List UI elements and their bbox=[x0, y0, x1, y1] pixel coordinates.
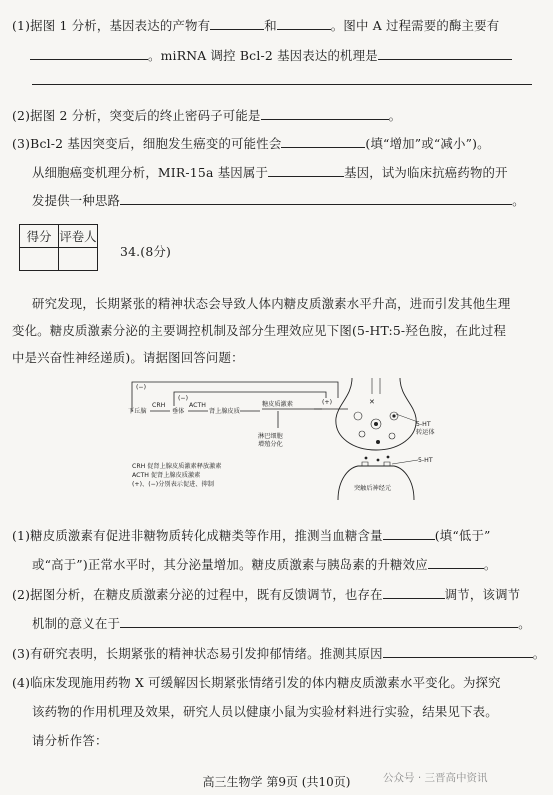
plus-label: (+) bbox=[322, 399, 333, 406]
q34-part4-line2: 该药物的作用机理及效果，研究人员以健康小鼠为实验材料进行实验，结果见下表。 bbox=[32, 704, 498, 719]
5ht-transporter-label-2: 转运体 bbox=[416, 429, 435, 436]
q34-answer-blank[interactable] bbox=[383, 527, 435, 540]
q34-intro-line2: 变化。糖皮质激素分泌的主要调控机制及部分生理效应见下图(5-HT:5-羟色胺，在此过程 bbox=[12, 323, 507, 338]
q34-part1-line1 bbox=[12, 526, 491, 544]
q33-part1-and: 和 bbox=[264, 18, 277, 33]
grader-box[interactable] bbox=[59, 248, 98, 271]
score-label: 得分 bbox=[20, 225, 59, 248]
q33-part1-text-b: 。图中 A 过程需要的酶主要有 bbox=[330, 18, 500, 33]
page-footer: 高三生物学 第9页 (共10页) bbox=[202, 775, 351, 789]
q34-part3 bbox=[12, 644, 545, 662]
crh-label: CRH bbox=[152, 402, 166, 409]
q34-part4-line1: (4)临床发现施用药物 X 可缓解因长期紧张情绪引发的体内糖皮质激素水平变化。为探究 bbox=[12, 675, 501, 690]
q34-part2-end: 。 bbox=[518, 616, 531, 631]
grader-label: 评卷人 bbox=[59, 225, 98, 248]
feedback-minus-1: (−) bbox=[136, 384, 147, 391]
5ht-label: 5-HT bbox=[418, 457, 433, 464]
feedback-minus-2: (−) bbox=[178, 395, 189, 402]
legend-signs: (+)、(−)分别表示促进、抑制 bbox=[132, 481, 214, 488]
q33-part1-line1 bbox=[12, 16, 499, 34]
q33-part3-text-b: (填“增加”或“减小”)。 bbox=[365, 136, 490, 151]
q33-part3-text-a: (3)Bcl-2 基因突变后，细胞发生癌变的可能性会 bbox=[12, 136, 282, 151]
q33-part3-text-d: 基因，试为临床抗癌药物的开 bbox=[344, 165, 508, 180]
legend-crh: CRH 促肾上腺皮质激素释放激素 bbox=[132, 463, 222, 470]
q33-answer-blank[interactable] bbox=[120, 192, 512, 205]
pituitary-label: 垂体 bbox=[172, 408, 185, 415]
q34-part1-text-b: (填“低于” bbox=[434, 528, 491, 543]
q34-part4-line3: 请分析作答： bbox=[32, 733, 108, 748]
q33-part2-text: (2)据图 2 分析，突变后的终止密码子可能是 bbox=[12, 108, 261, 123]
hormone-regulation-diagram bbox=[126, 376, 446, 502]
q34-answer-blank[interactable] bbox=[428, 556, 484, 569]
hypothalamus-label: 下丘脑 bbox=[128, 408, 147, 415]
q34-part3-text: (3)有研究表明，长期紧张的精神状态易引发抑郁情绪。推测其原因 bbox=[12, 646, 383, 661]
legend-acth: ACTH 促肾上腺皮质激素 bbox=[132, 472, 201, 479]
5ht-transporter-label: 5-HT bbox=[416, 421, 431, 428]
q33-part3-text-e: 发提供一种思路 bbox=[32, 193, 121, 208]
wechat-watermark: 公众号 · 三晋高中资讯 bbox=[383, 772, 488, 784]
q34-part2-text-b: 调节，该调节 bbox=[444, 587, 521, 602]
q34-part1-end: 。 bbox=[483, 557, 497, 572]
q34-intro-line1: 研究发现，长期紧张的精神状态会导致人体内糖皮质激素水平升高，进而引发其他生理 bbox=[32, 296, 511, 311]
q34-part2-line1 bbox=[12, 585, 520, 603]
score-table bbox=[19, 224, 98, 271]
q33-answer-blank[interactable] bbox=[378, 47, 512, 60]
adrenal-label: 肾上腺皮质 bbox=[209, 408, 240, 415]
acth-label: ACTH bbox=[189, 402, 206, 409]
q34-part1-text-c: 或“高于”)正常水平时，其分泌量增加。糖皮质激素与胰岛素的升糖效应 bbox=[32, 557, 428, 572]
q34-part2-text-a: (2)据图分析，在糖皮质激素分泌的过程中，既有反馈调节，也存在 bbox=[12, 587, 383, 602]
q34-part1-text-a: (1)糖皮质激素有促进非糖物质转化成糖类等作用，推测当血糖含量 bbox=[12, 528, 383, 543]
q34-answer-blank[interactable] bbox=[120, 615, 518, 628]
q33-answer-blank[interactable] bbox=[30, 47, 148, 60]
q34-part2-text-c: 机制的意义在于 bbox=[32, 616, 121, 631]
glucocorticoid-label: 糖皮质激素 bbox=[262, 401, 293, 408]
svg-text:✕: ✕ bbox=[369, 398, 375, 406]
q33-part2 bbox=[12, 106, 401, 124]
postsynaptic-label: 突触后神经元 bbox=[354, 485, 392, 492]
q33-part1-text-a: (1)据图 1 分析，基因表达的产物有 bbox=[12, 18, 211, 33]
q33-part1-text-c: 。miRNA 调控 Bcl-2 基因表达的机理是 bbox=[148, 48, 378, 63]
q33-part1-line2 bbox=[30, 46, 512, 64]
q34-part3-end: 。 bbox=[532, 646, 546, 661]
q33-answer-blank[interactable] bbox=[268, 164, 344, 177]
q34-part2-line2 bbox=[32, 614, 531, 632]
q33-part3-line3 bbox=[32, 191, 525, 209]
q34-number: 34.(8分) bbox=[120, 244, 172, 259]
score-box[interactable] bbox=[20, 248, 59, 271]
q34-answer-blank[interactable] bbox=[383, 586, 445, 599]
lymphocyte-label-2: 增殖分化 bbox=[258, 441, 283, 448]
q33-answer-blank[interactable] bbox=[281, 135, 365, 148]
q33-part3-line2 bbox=[32, 163, 508, 181]
q33-part3-text-c: 从细胞癌变机理分析，MIR-15a 基因属于 bbox=[32, 165, 269, 180]
q33-answer-blank[interactable] bbox=[261, 107, 389, 120]
q33-part3-line1 bbox=[12, 134, 490, 152]
q33-answer-blank[interactable] bbox=[210, 17, 264, 30]
q33-answer-line[interactable] bbox=[32, 84, 532, 85]
q33-part3-end: 。 bbox=[512, 193, 525, 208]
q34-part1-line2 bbox=[32, 555, 496, 573]
q33-part2-end: 。 bbox=[388, 108, 402, 123]
lymphocyte-label-1: 淋巴细胞 bbox=[258, 433, 283, 440]
q33-answer-blank[interactable] bbox=[277, 17, 331, 30]
q34-answer-blank[interactable] bbox=[383, 645, 533, 658]
q34-intro-line3: 中是兴奋性神经递质)。请据图回答问题： bbox=[12, 350, 244, 365]
